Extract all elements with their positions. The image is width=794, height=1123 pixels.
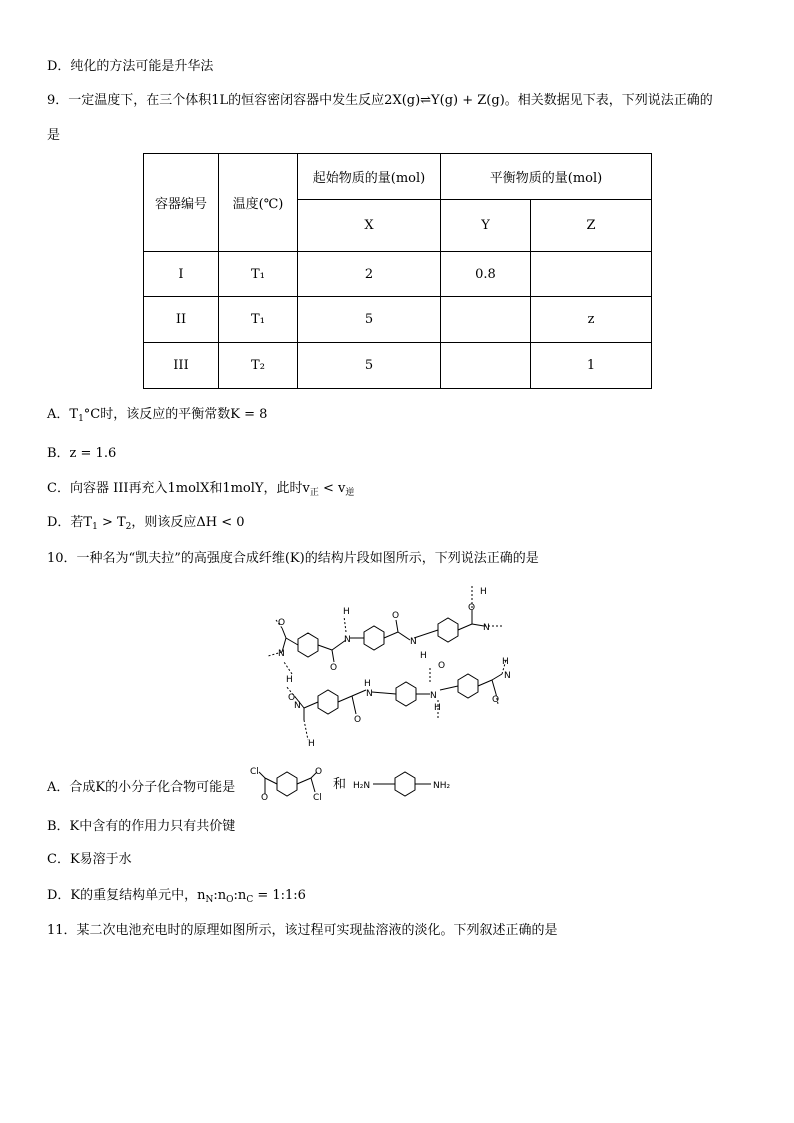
q9-option-b <box>47 445 116 463</box>
atom-label: N <box>410 637 417 647</box>
atom-label: H <box>480 587 487 597</box>
subscript-n: N <box>205 895 214 905</box>
q11-stem <box>47 922 558 940</box>
kevlar-structure-diagram <box>258 576 518 756</box>
q10-option-d <box>47 887 306 909</box>
option-c-text: C．K易溶于水 <box>47 852 132 867</box>
atom-label: O <box>278 618 286 628</box>
subscript-2: 2 <box>125 522 132 532</box>
atom-label: N <box>278 649 285 659</box>
degree-symbol: °C <box>83 407 101 422</box>
cell-z <box>531 252 652 297</box>
cell-y <box>441 343 531 389</box>
q10-option-a <box>47 779 235 797</box>
cell-temp: T₁ <box>219 297 298 343</box>
q9-stem-line2: 是 <box>47 128 61 143</box>
benzene-ring <box>396 682 416 706</box>
q10-stem-text: 10．一种名为“凯夫拉”的高强度合成纤维(K)的结构片段如图所示，下列说法正确的是 <box>47 551 539 566</box>
benzene-ring <box>318 690 338 714</box>
option-d-text-rest: ，则该反应ΔH < 0 <box>131 515 245 530</box>
q10-stem <box>47 550 539 568</box>
atom-label: N <box>344 635 351 645</box>
benzene-ring <box>395 772 415 796</box>
option-c-text: C．向容器 III再充入1molX和1molY，此时v <box>47 481 310 496</box>
option-b-text: B．z = 1.6 <box>47 446 117 461</box>
header-temp: 温度(℃) <box>219 154 298 252</box>
atom-label: H <box>308 739 315 749</box>
option-d-prev-text: D．纯化的方法可能是升华法 <box>47 59 214 74</box>
cell-x: 5 <box>298 297 441 343</box>
option-b-text: B．K中含有的作用力只有共价键 <box>47 819 236 834</box>
atom-label: N <box>294 701 301 711</box>
option-a-text-rest: 时，该反应的平衡常数K = 8 <box>100 407 268 422</box>
q10-option-c <box>47 851 132 869</box>
atom-label: H <box>420 651 427 661</box>
subheader-z: Z <box>531 200 652 252</box>
benzene-ring <box>277 772 297 796</box>
atom-label: N <box>504 671 511 681</box>
q9-option-d <box>47 514 245 536</box>
subscript-1: 1 <box>92 522 98 532</box>
table-row <box>144 343 652 389</box>
option-d-prev <box>47 58 213 76</box>
ratio-sep: :n <box>213 888 227 903</box>
benzene-ring <box>438 618 458 642</box>
q9-stem-cont <box>47 127 60 145</box>
subscript-1: 1 <box>78 414 84 424</box>
cell-x: 2 <box>298 252 441 297</box>
subscript-c: C <box>246 895 254 905</box>
option-a-molecules <box>245 764 485 804</box>
subscript-forward: 正 <box>309 488 319 498</box>
cell-vessel: II <box>144 297 219 343</box>
option-c-less-than: < v <box>318 481 346 496</box>
benzene-ring <box>298 633 318 657</box>
atom-label: Cl <box>250 767 259 777</box>
atom-label: N <box>366 689 373 699</box>
q9-stem-line1: 9．一定温度下，在三个体积1L的恒容密闭容器中发生反应2X(g)⇌Y(g) + Z(g)。相关数据见下表，下列说法正确的 <box>47 93 713 108</box>
atom-label: O <box>315 767 323 777</box>
atom-label: H <box>286 675 293 685</box>
q10-option-b <box>47 818 235 836</box>
and-word: 和 <box>333 777 347 792</box>
atom-label: O <box>392 611 400 621</box>
atom-label: O <box>468 603 476 613</box>
atom-label: O <box>288 693 296 703</box>
header-vessel: 容器编号 <box>144 154 219 252</box>
subscript-reverse: 逆 <box>345 488 355 498</box>
atom-label: O <box>354 715 362 725</box>
cell-y: 0.8 <box>441 252 531 297</box>
atom-label: N <box>483 623 490 633</box>
atom-label: N <box>430 691 437 701</box>
ratio-sep: :n <box>233 888 247 903</box>
subscript-o: O <box>226 895 234 905</box>
option-d-text: D．若T <box>47 515 93 530</box>
atom-label: O <box>261 793 269 803</box>
cell-vessel: I <box>144 252 219 297</box>
header-start: 起始物质的量(mol) <box>298 154 441 200</box>
subheader-y: Y <box>441 200 531 252</box>
table-row <box>144 297 652 343</box>
q9-data-table <box>143 153 652 389</box>
cell-temp: T₂ <box>219 343 298 389</box>
option-d-text: D．K的重复结构单元中，n <box>47 888 206 903</box>
q9-option-c <box>47 480 354 502</box>
q9-option-a <box>47 406 267 428</box>
cell-y <box>441 297 531 343</box>
cell-z: 1 <box>531 343 652 389</box>
q9-stem <box>47 92 713 110</box>
atom-label: H <box>434 703 441 713</box>
atom-label: Cl <box>313 793 322 803</box>
atom-label: O <box>492 695 500 705</box>
cell-temp: T₁ <box>219 252 298 297</box>
option-a-text: A．T <box>47 407 79 422</box>
option-d-greater: > T <box>97 515 126 530</box>
option-d-text-rest: = 1:1:6 <box>253 888 306 903</box>
cell-x: 5 <box>298 343 441 389</box>
atom-label: H₂N <box>353 781 371 791</box>
atom-label: NH₂ <box>433 781 451 791</box>
benzene-ring <box>458 674 478 698</box>
atom-label: H <box>502 657 509 667</box>
header-equilibrium: 平衡物质的量(mol) <box>441 154 652 200</box>
q11-stem-text: 11．某二次电池充电时的原理如图所示，该过程可实现盐溶液的淡化。下列叙述正确的是 <box>47 923 558 938</box>
option-a-text: A．合成K的小分子化合物可能是 <box>47 780 236 795</box>
cell-z: z <box>531 297 652 343</box>
atom-label: H <box>364 679 371 689</box>
table-row <box>144 252 652 297</box>
atom-label: H <box>343 607 350 617</box>
atom-label: O <box>330 663 338 673</box>
cell-vessel: III <box>144 343 219 389</box>
atom-label: O <box>438 661 446 671</box>
benzene-ring <box>364 626 384 650</box>
subheader-x: X <box>298 200 441 252</box>
